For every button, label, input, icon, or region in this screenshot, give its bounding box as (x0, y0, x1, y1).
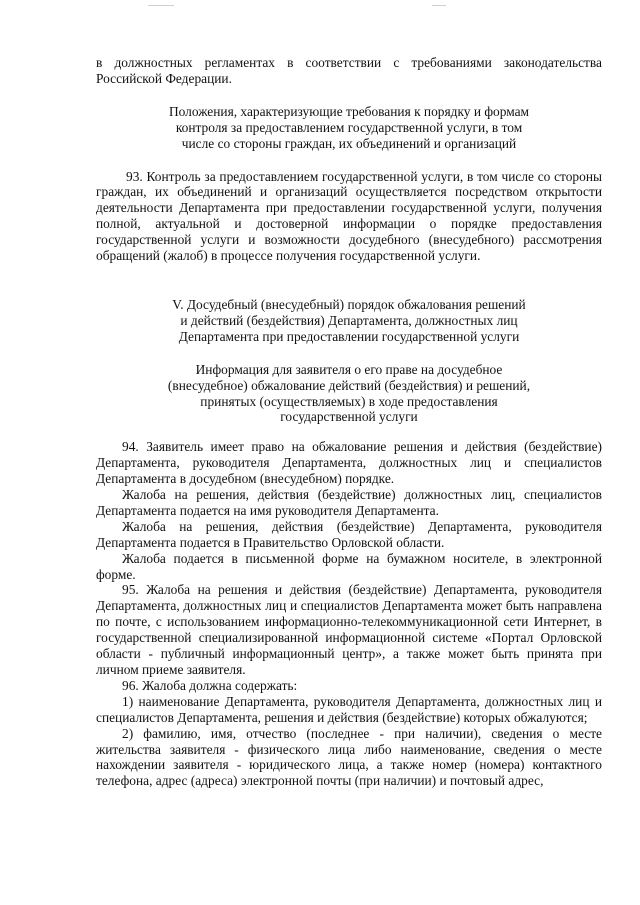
document-body (96, 55, 602, 789)
heading-control-requirements (96, 104, 602, 152)
paragraph-94-officials: Жалоба на решения, действия (бездействие) должностных лиц, специалистов Департамента подается на имя руководителя Департамента. (96, 487, 602, 518)
heading-line: Информация для заявителя о его праве на досудебное (195, 361, 503, 377)
heading-line: и действий (бездействия) Департамента, должностных лиц (180, 312, 518, 328)
scan-artifact (148, 5, 174, 6)
heading-line: V. Досудебный (внесудебный) порядок обжалования решений (172, 296, 526, 312)
paragraph-96-item-2: 2) фамилию, имя, отчество (последнее - при наличии), сведения о месте жительства заявителя - физического лица либо наименование, сведения о месте нахождении заявителя - юридического лица, а также номер (номера) контактного телефона, адрес (адреса) электронной почты (при наличии) и почтовый адрес, (96, 725, 602, 789)
heading-line: Положения, характеризующие требования к порядку и формам (168, 103, 529, 119)
section-v-title (96, 297, 602, 345)
paragraph-96-item-1: 1) наименование Департамента, руководителя Департамента, должностных лиц и специалистов Департамента, решения и действия (бездействие) которых обжалуются; (96, 693, 602, 725)
heading-line: Департамента при предоставлении государственной услуги (178, 328, 520, 344)
scan-artifact (432, 5, 446, 6)
heading-appeal-information (96, 362, 602, 426)
heading-line: (внесудебное) обжалование действий (бездействия) и решений, (167, 377, 531, 393)
paragraph-96: 96. Жалоба должна содержать: (122, 677, 298, 693)
paragraph-94: 94. Заявитель имеет право на обжалование решения и действия (бездействие) Департамента, руководителя Департамента, должностных лиц и специалистов Департамента в досудебном (внесудебном) порядке. (96, 439, 602, 487)
carryover-paragraph: в должностных регламентах в соответствии с требованиями законодательства Российской Федерации. (96, 55, 602, 86)
paragraph-95: 95. Жалоба на решения и действия (бездействие) Департамента, руководителя Департамента, должностных лиц и специалистов Департамента может быть направлена по почте, с использованием информационно-телекоммуникационной сети Интернет, в государственной специализированной информационной системе «Портал Орловской области - публичный информационный центр», а также может быть принята при личном приеме заявителя. (96, 582, 602, 677)
paragraph-94-form: Жалоба подается в письменной форме на бумажном носителе, в электронной форме. (96, 550, 602, 582)
heading-line: принятых (осуществляемых) в ходе предоставления (200, 393, 498, 409)
heading-line: числе со стороны граждан, их объединений и организаций (181, 135, 517, 151)
heading-line: контроля за предоставлением государственной услуги, в том (175, 119, 523, 135)
heading-line: государственной услуги (280, 409, 418, 425)
paragraph-93: 93. Контроль за предоставлением государственной услуги, в том числе со стороны граждан, их объединений и организаций осуществляется посредством открытости деятельности Департамента при предоставлении государственной услуги, получения полной, актуальной и достоверной информации о порядке предоставления государственной услуги и возможности досудебного (внесудебного) рассмотрения обращений (жалоб) в процессе получения государственной услуги. (96, 168, 602, 264)
paragraph-94-government: Жалоба на решения, действия (бездействие) Департамента, руководителя Департамента подается в Правительство Орловской области. (96, 518, 602, 550)
